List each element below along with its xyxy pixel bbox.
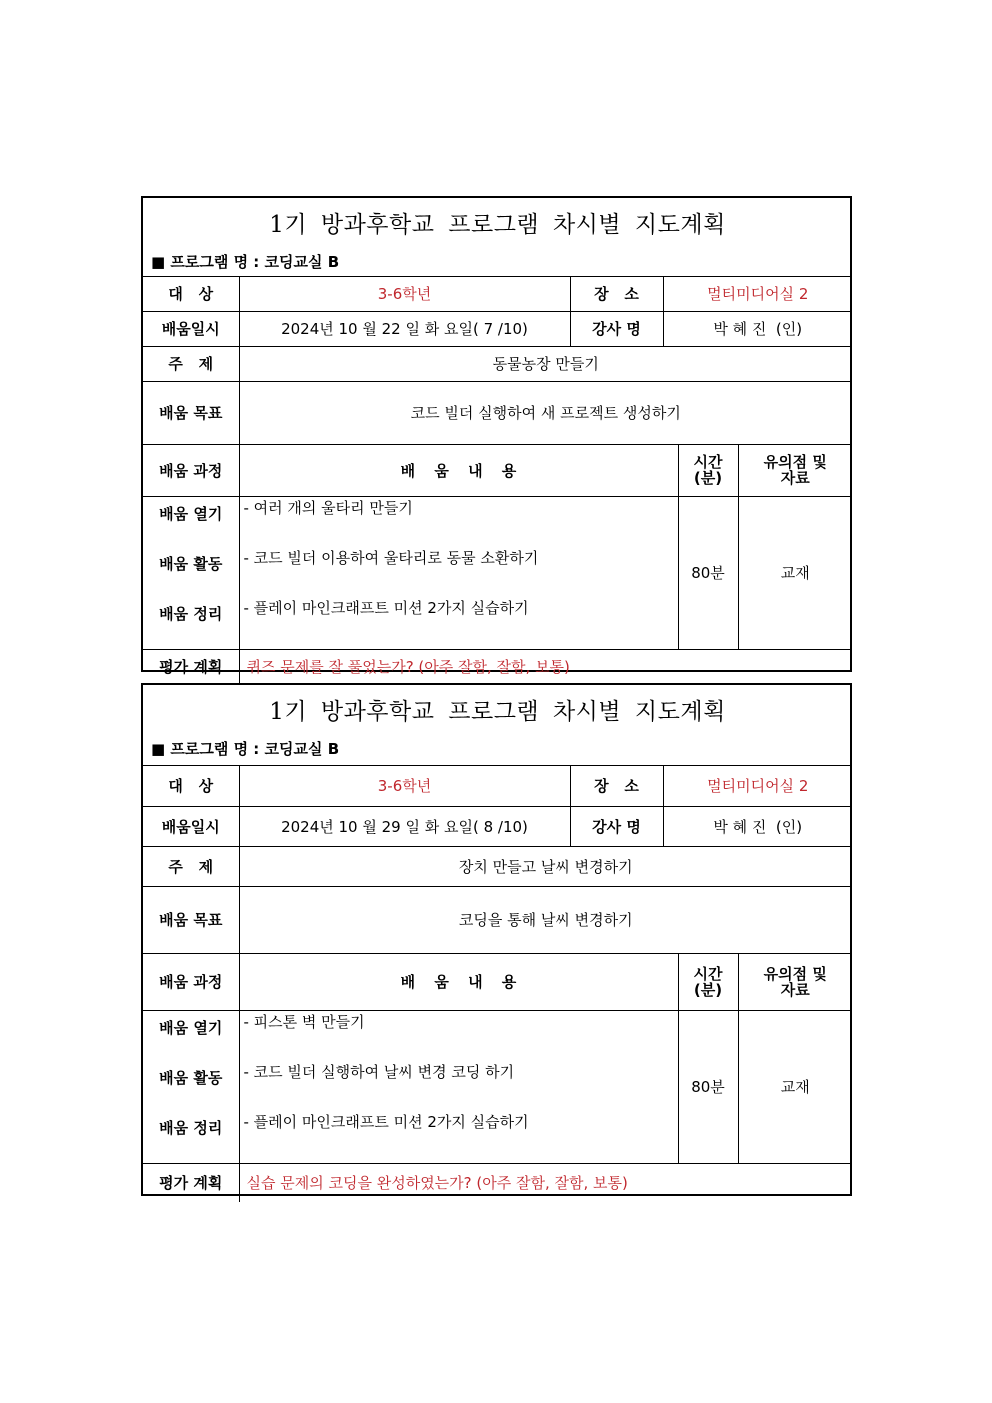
target-label: 대 상 [143, 276, 239, 311]
date-label: 배움일시 [143, 806, 239, 846]
goal-label: 배움 목표 [143, 381, 239, 444]
steps-content [239, 1010, 678, 1163]
step-activity-text: - 코드 빌더 실행하여 날씨 변경 코딩 하기 [243, 1062, 515, 1081]
time-value: 80분 [678, 496, 738, 649]
program-name: 코딩교실 B [264, 740, 340, 758]
subject-value: 장치 만들고 날씨 변경하기 [239, 846, 852, 886]
teacher-value: 박 혜 진 (인) [663, 806, 852, 846]
program-label: ■ 프로그램 명 : [151, 740, 265, 758]
target-label: 대 상 [143, 765, 239, 806]
eval-label: 평가 계획 [143, 1163, 239, 1202]
steps-content [239, 496, 678, 649]
stage-open: 배움 열기 [159, 1018, 223, 1037]
teacher-value: 박 혜 진 (인) [663, 311, 852, 346]
target-value: 3-6학년 [239, 276, 570, 311]
steps-stages [143, 1010, 239, 1163]
step-open-text: - 여러 개의 울타리 만들기 [243, 498, 413, 517]
plan-title: 1기 방과후학교 프로그램 차시별 지도계획 [269, 699, 726, 725]
notes-label: 유의점 및 자료 [738, 953, 852, 1010]
plan-table [143, 685, 852, 1202]
program-label: ■ 프로그램 명 : [151, 253, 265, 271]
place-label: 장 소 [570, 276, 663, 311]
material-value: 교재 [738, 496, 852, 649]
step-wrapup-text: - 플레이 마인크래프트 미션 2가지 실습하기 [243, 1112, 529, 1131]
date-value: 2024년 10 월 29 일 화 요일( 8 /10) [239, 806, 570, 846]
program-name-line [151, 738, 844, 759]
step-wrapup-text: - 플레이 마인크래프트 미션 2가지 실습하기 [243, 598, 529, 617]
stage-activity: 배움 활동 [159, 554, 223, 573]
time-label: 시간 (분) [678, 953, 738, 1010]
steps-stages [143, 496, 239, 649]
subject-label: 주 제 [143, 346, 239, 381]
stage-activity: 배움 활동 [159, 1068, 223, 1087]
place-value: 멀티미디어실 2 [663, 765, 852, 806]
goal-value: 코딩을 통해 날씨 변경하기 [239, 886, 852, 953]
teacher-label: 강사 명 [570, 311, 663, 346]
plan-header [143, 685, 852, 765]
process-label: 배움 과정 [143, 444, 239, 496]
lesson-plan-1 [141, 196, 852, 676]
date-value: 2024년 10 월 22 일 화 요일( 7 /10) [239, 311, 570, 346]
subject-label: 주 제 [143, 846, 239, 886]
eval-value: 퀴즈 문제를 잘 풀었는가? (아주 잘함, 잘함, 보통) [239, 649, 852, 683]
target-value: 3-6학년 [239, 765, 570, 806]
process-label: 배움 과정 [143, 953, 239, 1010]
goal-value: 코드 빌더 실행하여 새 프로젝트 생성하기 [239, 381, 852, 444]
time-label: 시간 (분) [678, 444, 738, 496]
material-value: 교재 [738, 1010, 852, 1163]
content-label: 배 움 내 용 [239, 953, 678, 1010]
plan-header [143, 198, 852, 276]
date-label: 배움일시 [143, 311, 239, 346]
program-name-line [151, 251, 844, 272]
step-activity-text: - 코드 빌더 이용하여 울타리로 동물 소환하기 [243, 548, 539, 567]
program-name: 코딩교실 B [264, 253, 340, 271]
plan-table [143, 198, 852, 683]
place-value: 멀티미디어실 2 [663, 276, 852, 311]
step-open-text: - 피스톤 벽 만들기 [243, 1012, 365, 1031]
notes-label: 유의점 및 자료 [738, 444, 852, 496]
eval-label: 평가 계획 [143, 649, 239, 683]
place-label: 장 소 [570, 765, 663, 806]
content-label: 배 움 내 용 [239, 444, 678, 496]
subject-value: 동물농장 만들기 [239, 346, 852, 381]
teacher-label: 강사 명 [570, 806, 663, 846]
eval-value: 실습 문제의 코딩을 완성하였는가? (아주 잘함, 잘함, 보통) [239, 1163, 852, 1202]
stage-open: 배움 열기 [159, 504, 223, 523]
time-value: 80분 [678, 1010, 738, 1163]
lesson-plan-2 [141, 683, 852, 1196]
stage-wrapup: 배움 정리 [159, 604, 223, 623]
plan-title: 1기 방과후학교 프로그램 차시별 지도계획 [269, 212, 726, 238]
stage-wrapup: 배움 정리 [159, 1118, 223, 1137]
goal-label: 배움 목표 [143, 886, 239, 953]
